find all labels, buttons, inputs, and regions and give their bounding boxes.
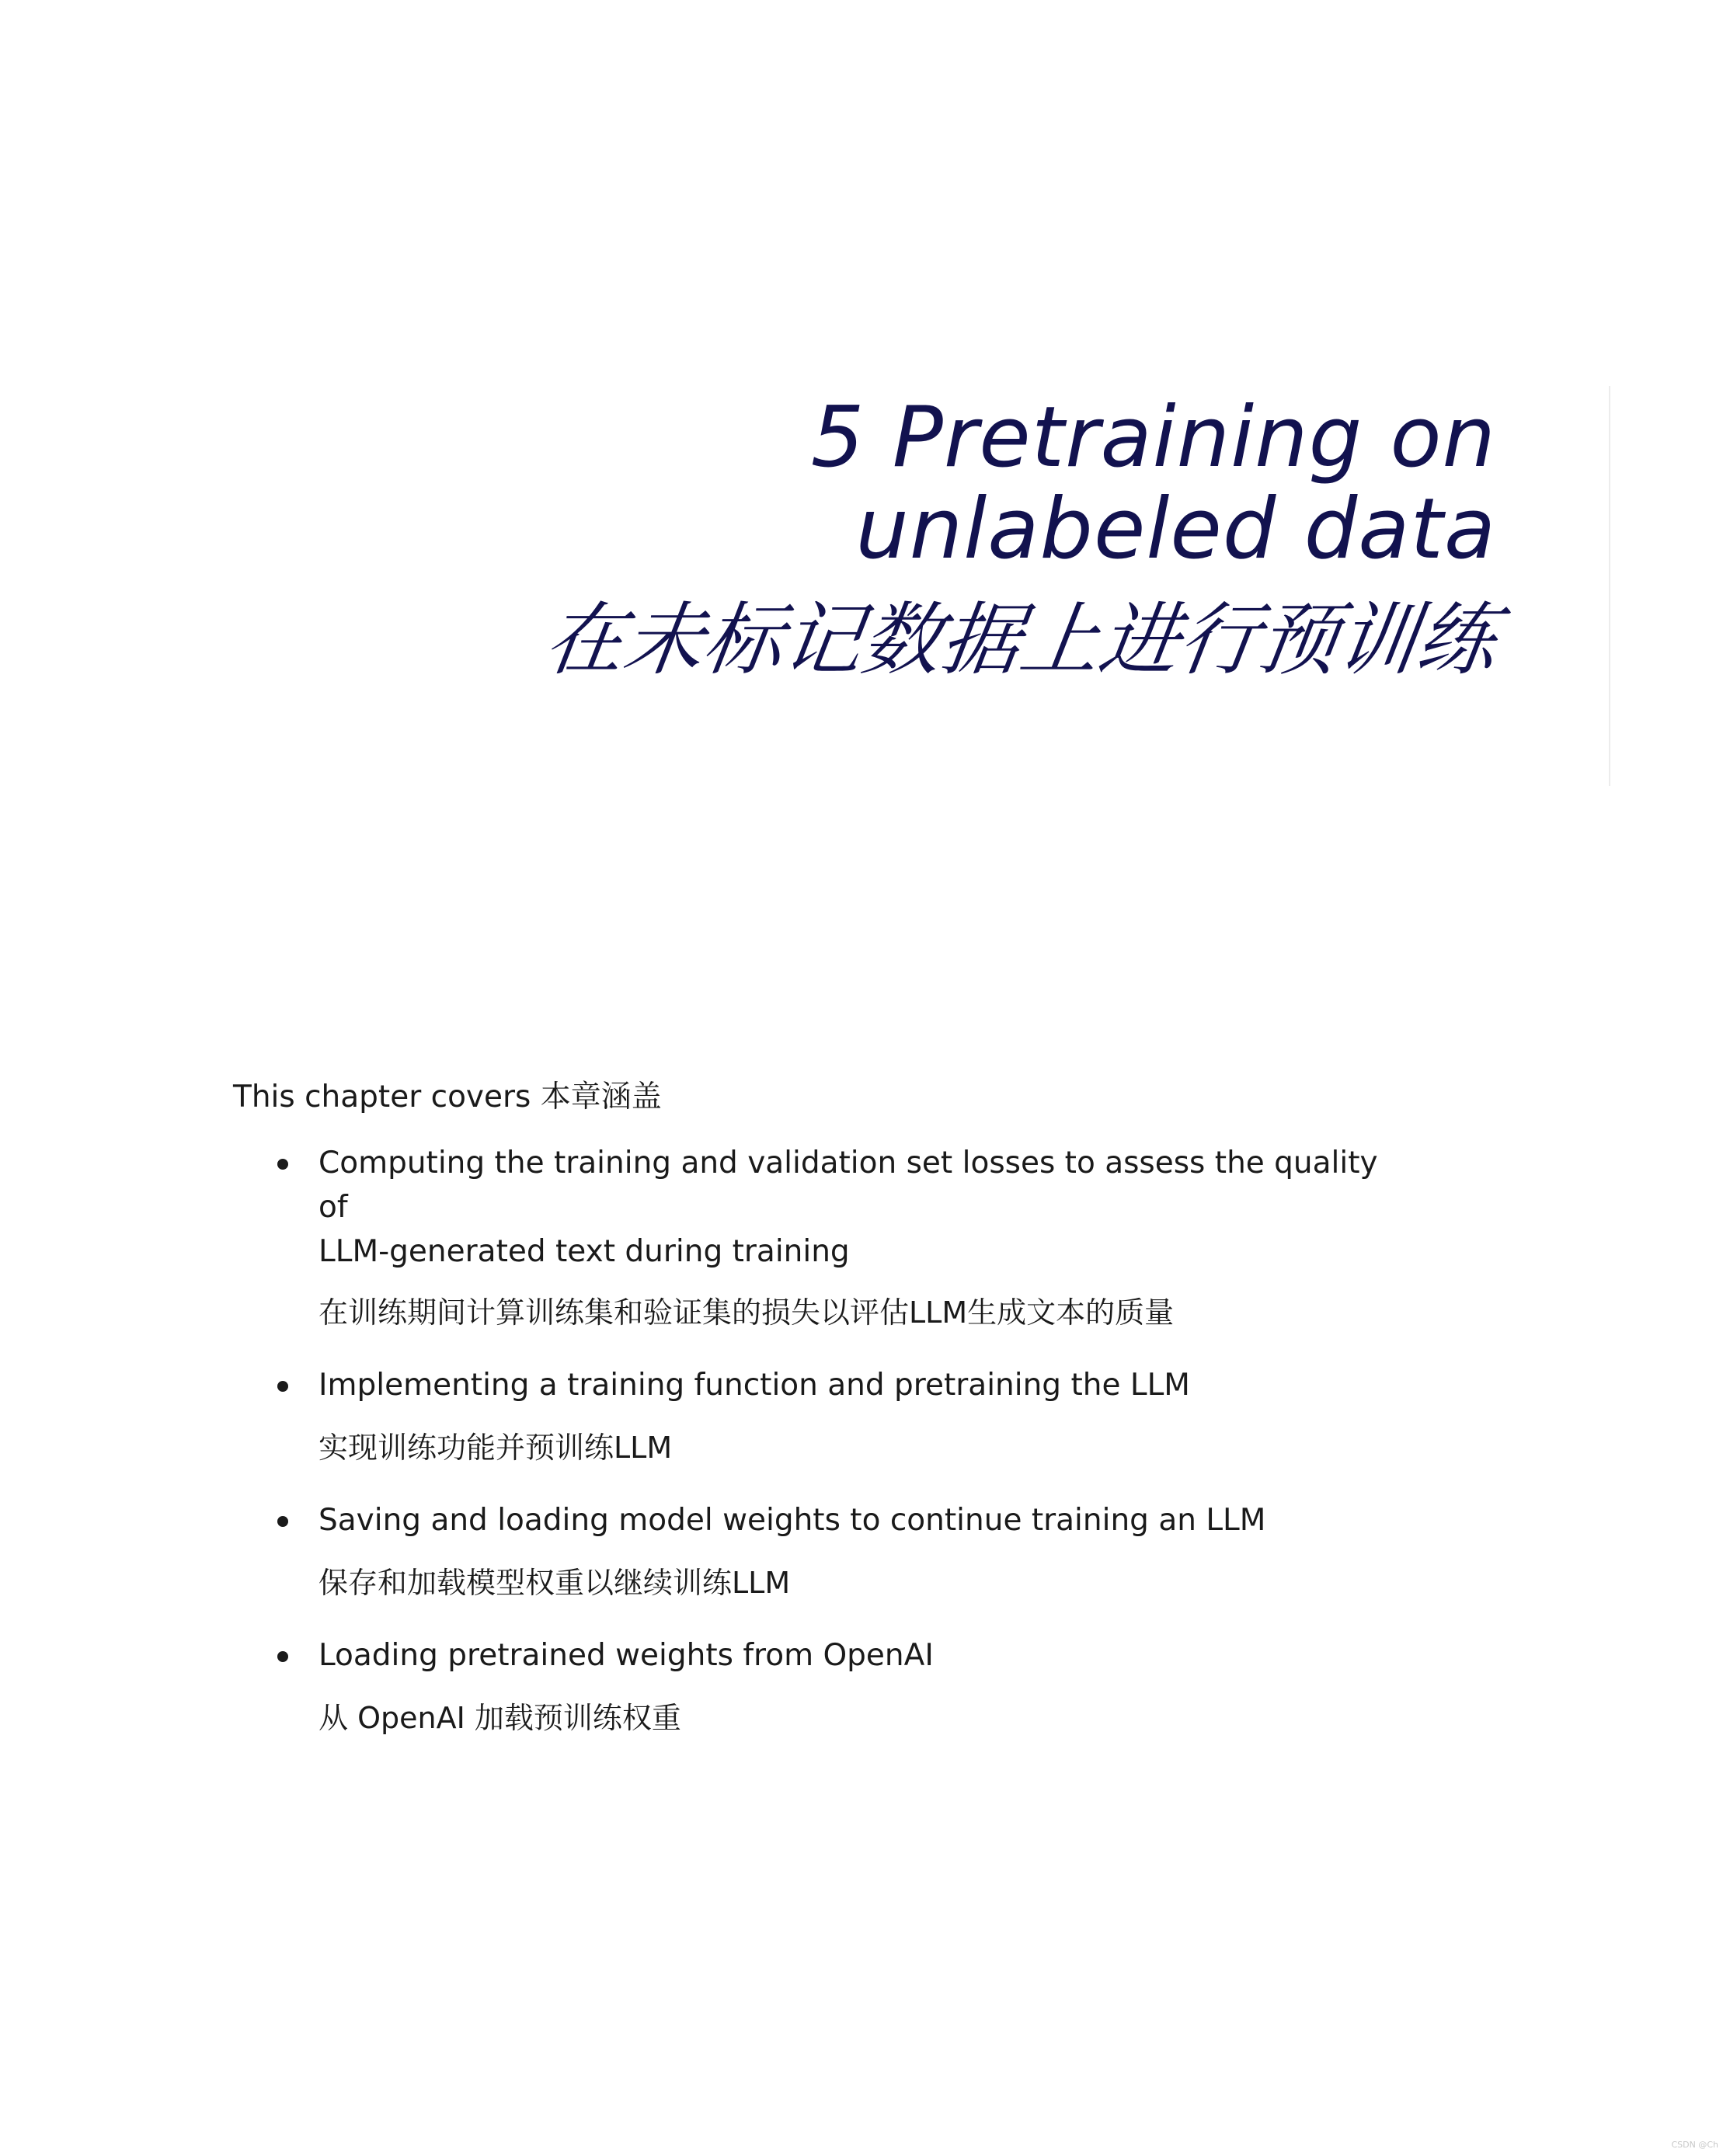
chapter-title-line-2: unlabeled data xyxy=(855,481,1496,578)
bullet-icon xyxy=(277,1159,288,1170)
list-item-text-en-continued: LLM-generated text during training xyxy=(318,1234,850,1269)
watermark: CSDN @Ch xyxy=(1671,2140,1718,2150)
list-item xyxy=(233,1633,1398,1740)
bullet-icon xyxy=(277,1516,288,1527)
list-item-text-en: Computing the training and validation set losses to assess the quality of xyxy=(318,1146,1378,1225)
vertical-divider xyxy=(1609,386,1610,786)
list-item xyxy=(233,1363,1398,1469)
covers-list xyxy=(233,1141,1398,1740)
list-item xyxy=(233,1141,1398,1334)
bullet-icon xyxy=(277,1651,288,1662)
list-item-text-cn: 在训练期间计算训练集和验证集的损失以评估LLM生成文本的质量 xyxy=(318,1295,1175,1330)
list-item xyxy=(233,1498,1398,1605)
chapter-title-chinese: 在未标记数据上进行预训练 xyxy=(538,594,1503,687)
chapter-covers-section xyxy=(233,1076,1398,1740)
list-item-text-cn: 保存和加载模型权重以继续训练LLM xyxy=(318,1566,791,1600)
list-item-text-en: Saving and loading model weights to continue training an LLM xyxy=(318,1503,1266,1538)
chapter-title-line-1: 5 Pretraining on xyxy=(810,389,1496,486)
covers-heading: This chapter covers 本章涵盖 xyxy=(233,1080,662,1115)
list-item-text-en: Loading pretrained weights from OpenAI xyxy=(318,1638,934,1673)
list-item-text-cn: 从 OpenAI 加载预训练权重 xyxy=(318,1701,681,1735)
bullet-icon xyxy=(277,1381,288,1392)
chapter-title xyxy=(253,389,1503,687)
list-item-text-cn: 实现训练功能并预训练LLM xyxy=(318,1431,673,1465)
list-item-text-en: Implementing a training function and pretraining the LLM xyxy=(318,1368,1190,1403)
